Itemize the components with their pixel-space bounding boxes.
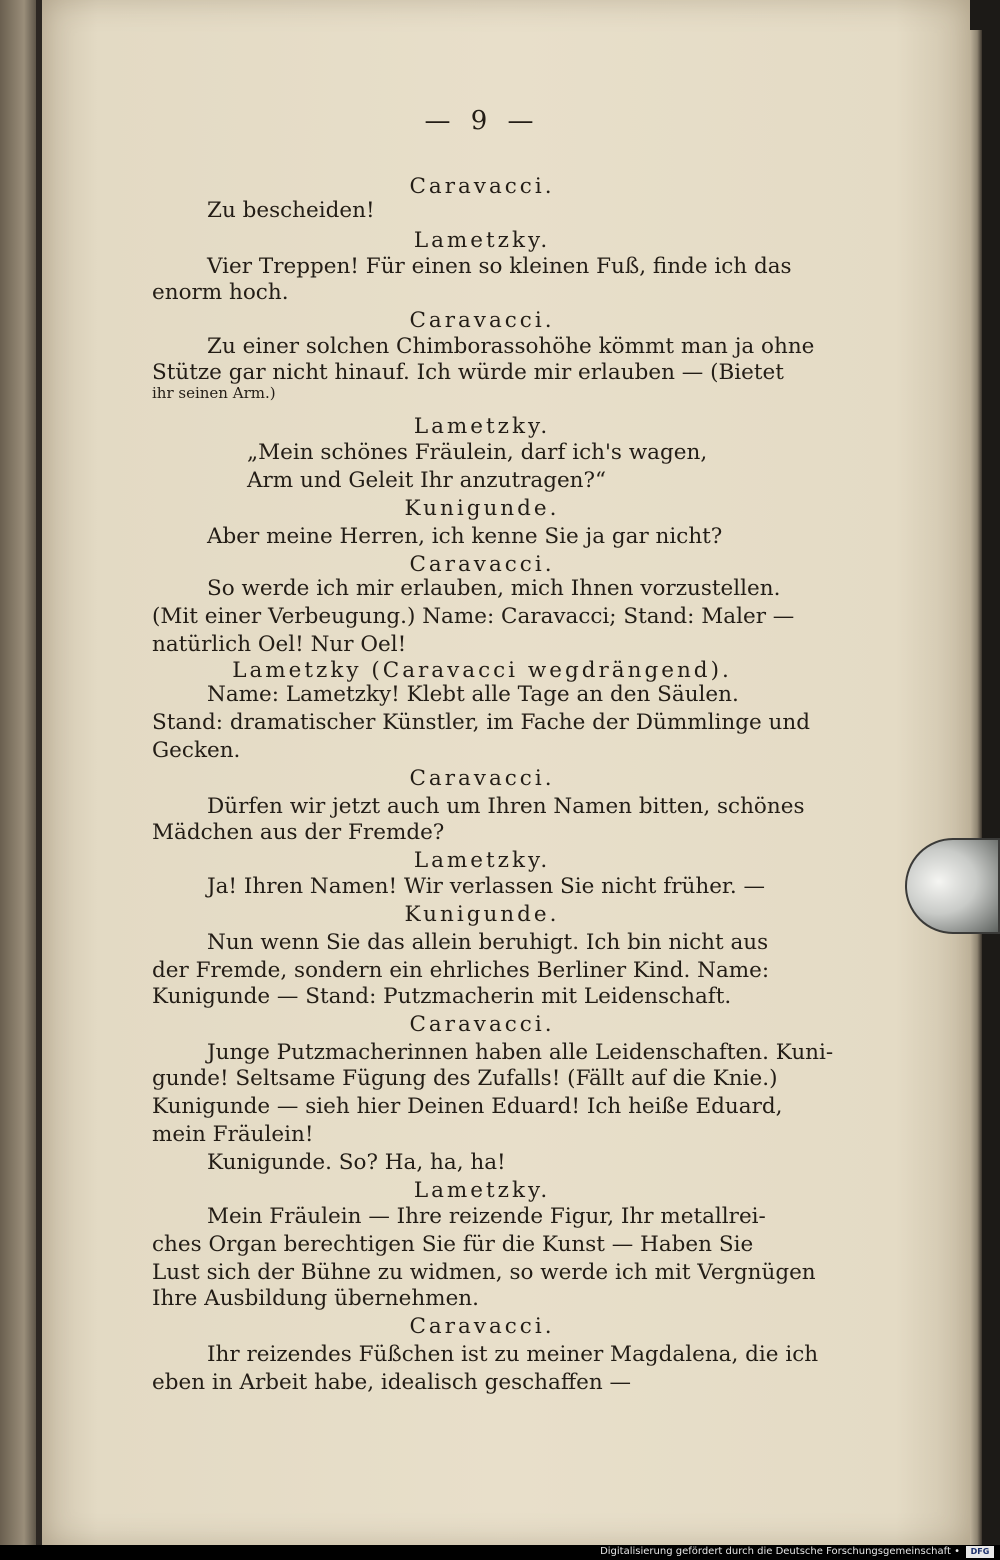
text-line: der Fremde, sondern ein ehrliches Berliner Kind. Name: [152,958,770,983]
text-line: natürlich Oel! Nur Oel! [152,632,407,657]
left-page-edge [0,0,40,1545]
speaker-name: Caravacci. [409,766,555,791]
text-line: Dürfen wir jetzt auch um Ihren Namen bitten, schönes [207,794,805,819]
speaker-name: Lametzky (Caravacci wegdrängend). [232,658,732,683]
stage-direction: ihr seinen Arm.) [152,384,276,402]
text-line: „Mein schönes Fräulein, darf ich's wagen, [247,440,708,465]
text-line: Gecken. [152,738,241,763]
speaker-name: Lametzky. [413,228,551,253]
text-line: Vier Treppen! Für einen so kleinen Fuß, finde ich das [207,254,792,279]
page-clip-tab [905,838,1000,934]
dfg-logo-icon: DFG [966,1546,994,1558]
text-line: Ihr reizendes Füßchen ist zu meiner Magdalena, die ich [207,1342,819,1367]
text-line: Aber meine Herren, ich kenne Sie ja gar nicht? [207,524,723,549]
speaker-name: Caravacci. [409,174,555,199]
text-line: mein Fräulein! [152,1122,314,1147]
text-line: Zu einer solchen Chimborassohöhe kömmt man ja ohne [207,334,815,359]
speaker-name: Caravacci. [409,308,555,333]
page-stack-edge [970,30,982,1545]
text-line: Stand: dramatischer Künstler, im Fache der Dümmlinge und [152,710,811,735]
text-line: Kunigunde — Stand: Putzmacherin mit Leidenschaft. [152,984,732,1009]
text-line: Ihre Ausbildung übernehmen. [152,1286,479,1311]
text-line: gunde! Seltsame Fügung des Zufalls! (Fällt auf die Knie.) [152,1066,778,1091]
speaker-name: Caravacci. [409,1012,555,1037]
page-number: — 9 — [424,106,540,136]
text-line: Ja! Ihren Namen! Wir verlassen Sie nicht früher. — [207,874,766,899]
text-line: (Mit einer Verbeugung.) Name: Caravacci; Stand: Maler — [152,604,795,629]
text-line: Junge Putzmacherinnen haben alle Leidenschaften. Kuni- [207,1040,834,1065]
text-line: Zu bescheiden! [207,198,375,223]
text-line: ches Organ berechtigen Sie für die Kunst — Haben Sie [152,1232,754,1257]
text-line: Name: Lametzky! Klebt alle Tage an den Säulen. [207,682,739,707]
footer-bar [0,1545,1000,1560]
text-line: Mädchen aus der Fremde? [152,820,445,845]
text-line: eben in Arbeit habe, idealisch geschaffen — [152,1370,632,1395]
text-line: Kunigunde. So? Ha, ha, ha! [207,1150,506,1175]
speaker-name: Lametzky. [413,1178,551,1203]
speaker-name: Lametzky. [413,414,551,439]
text-line: So werde ich mir erlauben, mich Ihnen vorzustellen. [207,576,781,601]
text-line: Kunigunde — sieh hier Deinen Eduard! Ich heiße Eduard, [152,1094,783,1119]
text-line: Lust sich der Bühne zu widmen, so werde ich mit Vergnügen [152,1260,816,1285]
text-line: Nun wenn Sie das allein beruhigt. Ich bin nicht aus [207,930,769,955]
speaker-name: Lametzky. [413,848,551,873]
text-line: Stütze gar nicht hinauf. Ich würde mir erlauben — (Bietet [152,360,784,385]
speaker-name: Caravacci. [409,552,555,577]
speaker-name: Kunigunde. [404,902,560,927]
text-line: enorm hoch. [152,280,289,305]
text-line: Mein Fräulein — Ihre reizende Figur, Ihr metallrei- [207,1204,766,1229]
footer-credit: Digitalisierung gefördert durch die Deutsche Forschungsgemeinschaft • [600,1546,960,1557]
speaker-name: Kunigunde. [404,496,560,521]
text-line: Arm und Geleit Ihr anzutragen?“ [247,468,607,493]
speaker-name: Caravacci. [409,1314,555,1339]
